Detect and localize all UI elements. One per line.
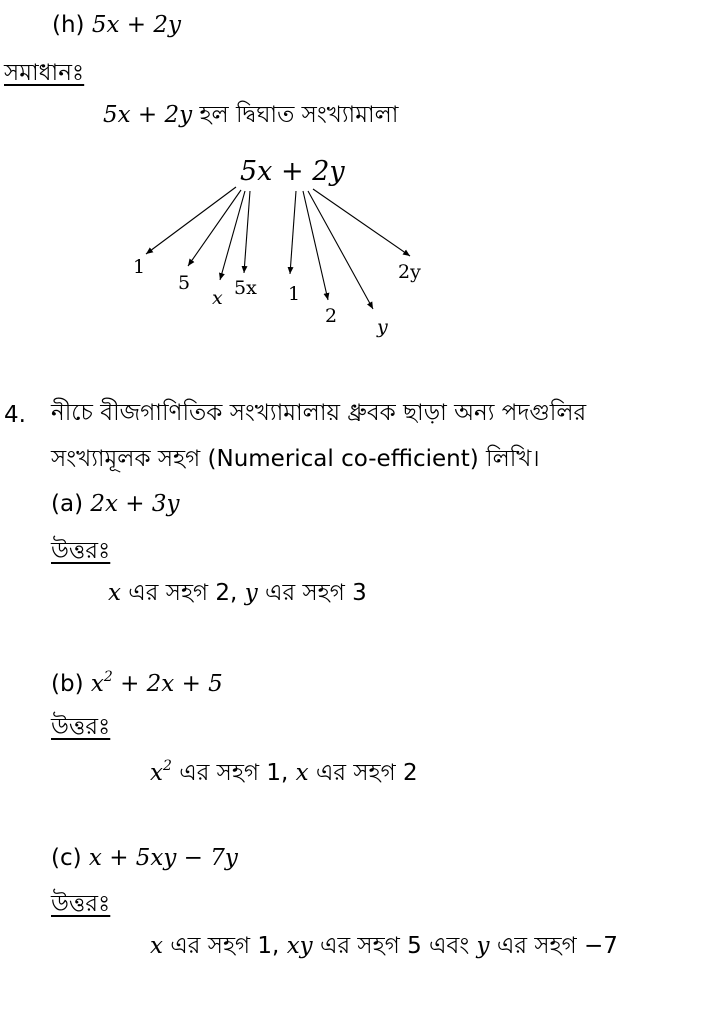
part-c-heading: [51, 847, 238, 870]
part-label: (a): [51, 491, 84, 517]
part-expression: 5x + 2y: [91, 12, 181, 38]
expr-base: x: [90, 671, 104, 697]
answer-line-b: [150, 759, 418, 785]
answer-text: এর সহগ 1,: [162, 933, 287, 959]
part-b-heading: [51, 670, 223, 696]
answer-line-a: [108, 582, 367, 605]
diagram-root-expression: 5x + 2y: [240, 156, 345, 187]
answer-heading: উত্তরঃ: [51, 714, 111, 740]
leaf-label-5: 5: [178, 272, 191, 294]
answer-term: y: [476, 933, 490, 959]
question-text-line2: সংখ্যামূলক সহগ (Numerical co-efficient) লিখি।: [51, 446, 540, 472]
answer-text: এর সহগ 5 এবং: [312, 933, 477, 959]
leaf-label-x: x: [212, 287, 223, 309]
arrow-to-1: [146, 187, 236, 254]
expr-exponent: 2: [103, 669, 113, 685]
answer-heading: উত্তরঃ: [51, 891, 111, 917]
statement-expression: 5x + 2y: [103, 102, 193, 128]
part-a-heading: [51, 493, 179, 516]
arrow-to-y: [308, 191, 373, 309]
part-label: (c): [51, 845, 82, 871]
question-text-line1: নীচে বীজগাণিতিক সংখ্যামালায় ধ্রুবক ছাড়া অন্য পদগুলির: [51, 400, 587, 426]
answer-text: এর সহগ −7: [489, 933, 618, 959]
answer-term: x: [150, 933, 163, 959]
expr-rest: + 2x + 5: [112, 671, 223, 697]
question-number: 4.: [4, 402, 26, 428]
term-base: x: [150, 760, 163, 786]
solution-heading: সমাধানঃ: [4, 60, 85, 86]
leaf-label-2y: 2y: [398, 261, 421, 283]
answer-line-c: [150, 935, 618, 958]
statement-text: হল দ্বিঘাত সংখ্যামালা: [199, 102, 399, 128]
part-expression: 2x + 3y: [90, 491, 180, 517]
answer-term: xy: [286, 933, 313, 959]
answer-text: এর সহগ 2,: [120, 580, 245, 606]
arrow-to-2: [303, 191, 328, 300]
answer-text: এর সহগ 1,: [171, 760, 296, 786]
answer-heading: উত্তরঃ: [51, 538, 111, 564]
leaf-label-y: y: [377, 316, 388, 338]
arrow-to-x: [220, 191, 245, 280]
arrow-to-5x: [244, 191, 250, 273]
leaf-label-1-second: 1: [288, 283, 301, 305]
answer-text: এর সহগ 3: [257, 580, 367, 606]
arrow-to-1-second: [290, 191, 296, 274]
leaf-label-2: 2: [325, 305, 338, 327]
leaf-label-1: 1: [133, 256, 146, 278]
answer-term: y: [244, 580, 258, 606]
arrow-to-5: [188, 190, 241, 266]
answer-term: x: [108, 580, 121, 606]
answer-term: x: [295, 760, 309, 786]
arrow-to-2y: [313, 189, 410, 256]
term-exponent: 2: [162, 758, 172, 774]
answer-text: এর সহগ 2: [308, 760, 418, 786]
part-label: (b): [51, 671, 84, 697]
leaf-label-5x: 5x: [234, 277, 257, 299]
part-expression: [91, 671, 223, 697]
part-label: (h): [52, 12, 85, 38]
answer-term: [150, 760, 172, 786]
part-expression: x + 5xy − 7y: [88, 845, 238, 871]
